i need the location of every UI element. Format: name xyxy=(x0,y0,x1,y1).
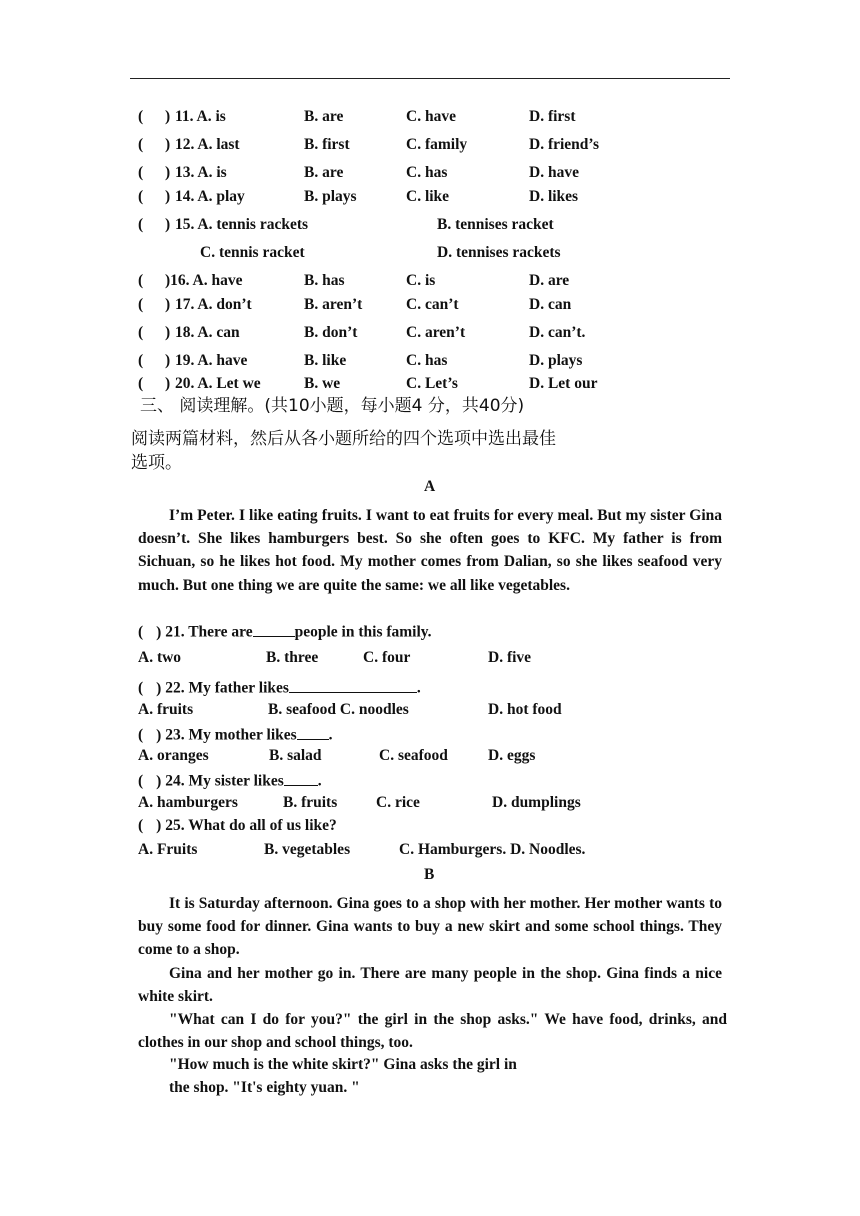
option-c: C. is xyxy=(406,272,436,289)
question-stem: 24. My sister likes xyxy=(165,772,284,790)
paren-close: ) xyxy=(156,772,162,790)
option-b: B. tennises racket xyxy=(437,216,554,233)
option-a: 13. A. is xyxy=(175,164,227,181)
passage-a-text: I’m Peter. I like eating fruits. I want to eat fruits for every meal. But my sister Gina doesn’t. She likes hamburgers best. So she often goes to KFC. My father is from Sichuan, so he likes hot food. My mother comes from Dalian, so she likes seafood very much. But one thing we are quite the same: we all like vegetables. xyxy=(138,507,722,594)
option-b-c: B. seafood C. noodles xyxy=(268,701,409,718)
option-d: D. are xyxy=(529,272,570,289)
paren-close: ) xyxy=(156,726,162,744)
answer-blank[interactable] xyxy=(289,677,417,693)
option-d: D. tennises rackets xyxy=(437,244,561,261)
paren-close: ) xyxy=(165,108,171,125)
paren-close: ) xyxy=(156,623,162,641)
question-21 xyxy=(138,621,432,642)
passage-b-paragraph-4: "How much is the white skirt?" Gina asks the girl in xyxy=(169,1056,517,1073)
option-c: C. has xyxy=(406,352,448,369)
option-c-d: C. Hamburgers. D. Noodles. xyxy=(399,841,586,858)
question-25 xyxy=(138,817,337,835)
paren-close: ) xyxy=(165,375,171,392)
option-a: 11. A. is xyxy=(175,108,226,125)
question-24 xyxy=(138,770,322,791)
paren-close: ) xyxy=(165,296,171,313)
question-22 xyxy=(138,677,421,698)
option-b: B. we xyxy=(304,375,341,392)
answer-blank[interactable] xyxy=(253,621,295,637)
answer-paren[interactable]: ( xyxy=(138,108,144,125)
option-b: B. three xyxy=(266,649,319,666)
option-a: 14. A. play xyxy=(175,188,245,205)
option-d: D. dumplings xyxy=(492,794,581,811)
passage-b-paragraph-1: It is Saturday afternoon. Gina goes to a shop with her mother. Her mother wants to buy some food for dinner. Gina wants to buy a new skirt and some school things. They come to a shop. xyxy=(138,895,722,959)
question-23 xyxy=(138,724,333,745)
question-stem: 25. What do all of us like? xyxy=(165,817,337,834)
option-d: D. Let our xyxy=(529,375,598,392)
option-a: A. hamburgers xyxy=(138,794,238,811)
question-stem: 21. There are xyxy=(165,623,253,641)
passage-b-paragraph-2: Gina and her mother go in. There are many people in the shop. Gina finds a nice white skirt. xyxy=(138,965,722,1006)
option-b: B. salad xyxy=(269,747,322,764)
paren-close: ) xyxy=(156,817,162,834)
option-a: )16. A. have xyxy=(165,272,243,289)
paren-close: ) xyxy=(165,352,171,369)
option-c: C. like xyxy=(406,188,450,205)
option-c: C. seafood xyxy=(379,747,448,764)
paren-close: ) xyxy=(165,216,171,233)
option-d: D. five xyxy=(488,649,532,666)
option-a: A. Fruits xyxy=(138,841,198,858)
answer-paren[interactable]: ( xyxy=(138,164,144,181)
question-stem: 22. My father likes xyxy=(165,679,289,697)
option-b: B. are xyxy=(304,108,344,125)
answer-paren[interactable]: ( xyxy=(138,679,144,697)
option-c: C. tennis racket xyxy=(200,244,305,261)
option-d: D. first xyxy=(529,108,576,125)
option-c: C. aren’t xyxy=(406,324,466,341)
option-b: B. vegetables xyxy=(264,841,351,858)
answer-paren[interactable]: ( xyxy=(138,272,144,289)
option-a: 19. A. have xyxy=(175,352,248,369)
question-stem-tail: people in this family. xyxy=(294,623,432,641)
answer-paren[interactable]: ( xyxy=(138,772,144,790)
option-b: B. has xyxy=(304,272,345,289)
option-c: C. Let’s xyxy=(406,375,458,392)
option-a: 17. A. don’t xyxy=(175,296,252,313)
option-c: C. has xyxy=(406,164,448,181)
option-b: B. fruits xyxy=(283,794,338,811)
option-a: 20. A. Let we xyxy=(175,375,261,392)
header-rule xyxy=(130,78,730,79)
option-d: D. have xyxy=(529,164,579,181)
option-b: B. don’t xyxy=(304,324,358,341)
paren-close: ) xyxy=(165,136,171,153)
question-stem-tail: . xyxy=(416,679,421,697)
answer-blank[interactable] xyxy=(297,724,329,740)
question-stem-tail: . xyxy=(328,726,333,744)
answer-paren[interactable]: ( xyxy=(138,352,144,369)
option-d: D. can xyxy=(529,296,572,313)
passage-b-paragraph-4-cont: the shop. "It's eighty yuan. " xyxy=(169,1079,360,1096)
option-d: D. plays xyxy=(529,352,583,369)
answer-paren[interactable]: ( xyxy=(138,216,144,233)
question-stem-tail: . xyxy=(317,772,322,790)
answer-paren[interactable]: ( xyxy=(138,375,144,392)
option-d: D. eggs xyxy=(488,747,536,764)
option-c: C. have xyxy=(406,108,456,125)
answer-paren[interactable]: ( xyxy=(138,324,144,341)
option-a: A. oranges xyxy=(138,747,209,764)
option-a: 18. A. can xyxy=(175,324,240,341)
option-a: A. two xyxy=(138,649,182,666)
option-c: C. family xyxy=(406,136,468,153)
section-instruction: 阅读两篇材料，然后从各小题所给的四个选项中选出最佳 xyxy=(131,429,556,449)
option-c: C. can’t xyxy=(406,296,459,313)
option-b: B. aren’t xyxy=(304,296,363,313)
passage-a-label: A xyxy=(424,478,436,495)
option-b: B. first xyxy=(304,136,350,153)
section-instruction-cont: 选项。 xyxy=(131,453,182,473)
option-a: 12. A. last xyxy=(175,136,240,153)
option-a: 15. A. tennis rackets xyxy=(175,216,309,233)
paren-close: ) xyxy=(156,679,162,697)
answer-paren[interactable]: ( xyxy=(138,623,144,641)
passage-b-label: B xyxy=(424,866,435,883)
answer-paren[interactable]: ( xyxy=(138,136,144,153)
option-d: D. likes xyxy=(529,188,579,205)
option-d: D. friend’s xyxy=(529,136,600,153)
option-c: C. rice xyxy=(376,794,420,811)
passage-b-paragraph-3: "What can I do for you?" the girl in the shop asks." We have food, drinks, and clothes in our shop and school things, too. xyxy=(138,1011,727,1052)
paren-close: ) xyxy=(165,164,171,181)
answer-paren[interactable]: ( xyxy=(138,726,144,744)
option-d: D. hot food xyxy=(488,701,562,718)
section-heading: 三、 阅读理解。(共10小题，每小题4 分，共40分) xyxy=(140,396,525,416)
answer-paren[interactable]: ( xyxy=(138,817,144,834)
answer-paren[interactable]: ( xyxy=(138,188,144,205)
answer-blank[interactable] xyxy=(284,770,318,786)
option-b: B. plays xyxy=(304,188,357,205)
answer-paren[interactable]: ( xyxy=(138,296,144,313)
option-a: A. fruits xyxy=(138,701,194,718)
option-b: B. are xyxy=(304,164,344,181)
option-c: C. four xyxy=(363,649,411,666)
option-d: D. can’t. xyxy=(529,324,586,341)
paren-close: ) xyxy=(165,188,171,205)
option-b: B. like xyxy=(304,352,347,369)
question-stem: 23. My mother likes xyxy=(165,726,297,744)
paren-close: ) xyxy=(165,324,171,341)
